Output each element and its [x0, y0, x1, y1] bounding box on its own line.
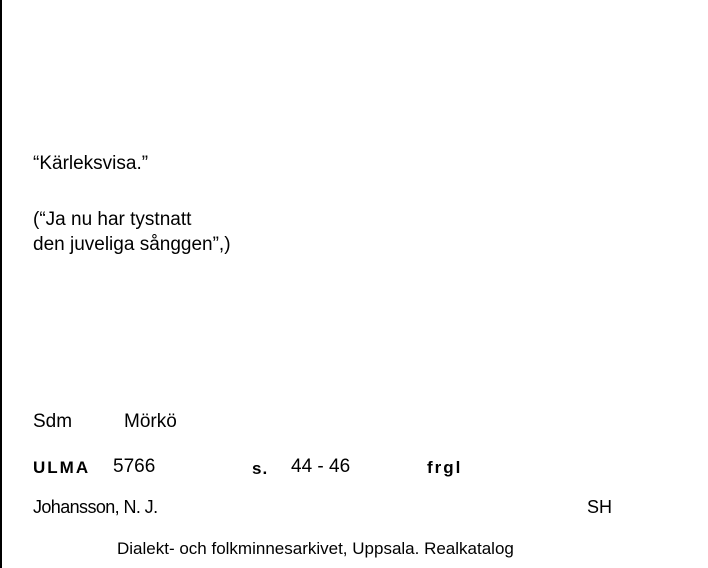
category-code: frgl: [427, 458, 463, 477]
pages-value: 44 - 46: [291, 456, 351, 477]
archive-label: ULMA: [33, 458, 91, 477]
archive-footer: Dialekt- och folkminnesarkivet, Uppsala. Realkatalog: [117, 539, 514, 558]
province-code: Sdm: [33, 411, 73, 432]
collector-name: Johansson, N. J.: [33, 497, 158, 517]
card-left-border: [0, 0, 2, 568]
archive-number: 5766: [113, 456, 156, 477]
song-title: “Kärleksvisa.”: [33, 153, 149, 174]
parish-name: Mörkö: [124, 411, 177, 432]
incipit-line-1: (“Ja nu har tystnatt: [33, 209, 192, 230]
incipit-line-2: den juveliga sånggen”,): [33, 234, 231, 255]
pages-label: s.: [252, 459, 269, 478]
cataloger-initials: SH: [587, 497, 613, 517]
